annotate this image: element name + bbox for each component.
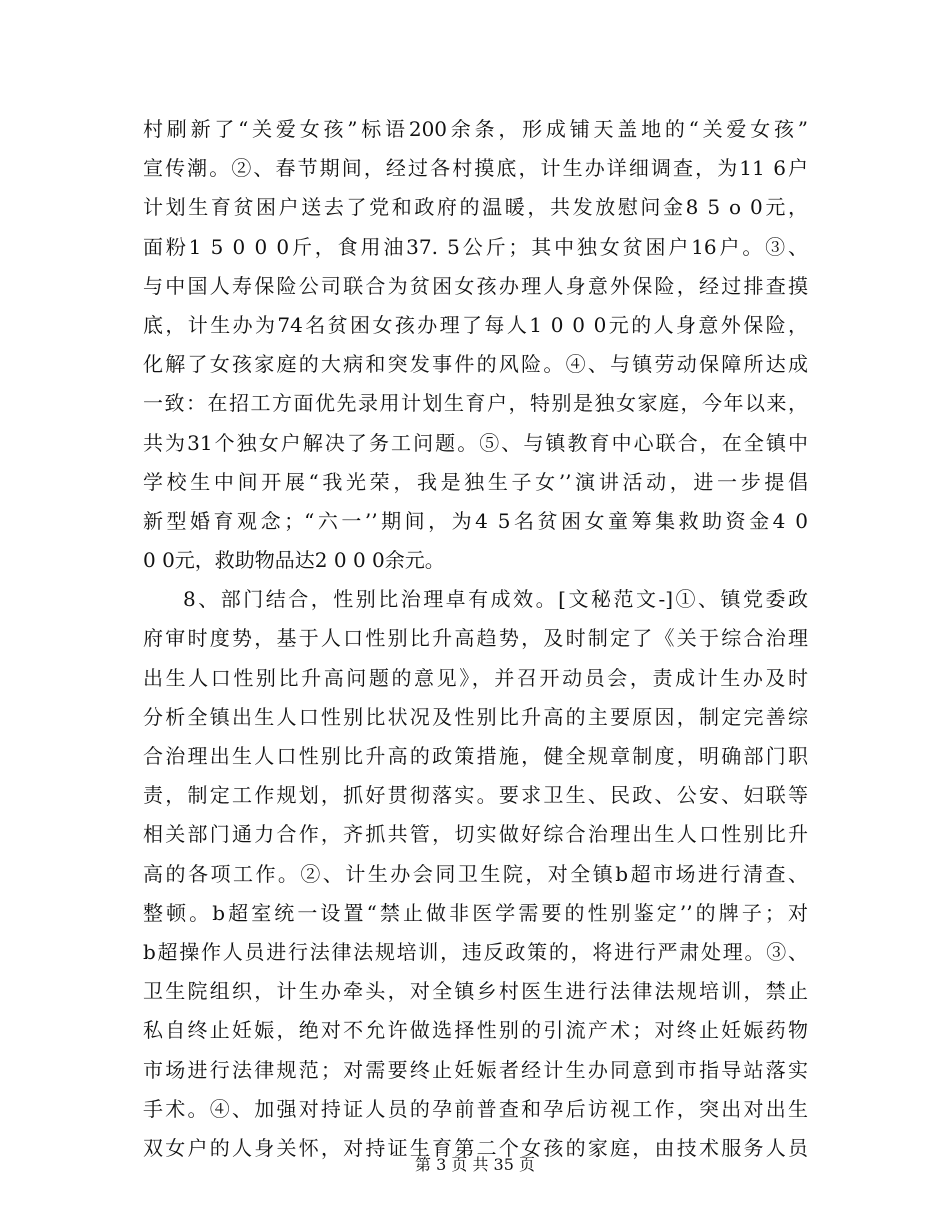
- text-line: 宣传潮。②、春节期间，经过各村摸底，计生办详细调查，为11 6户: [143, 156, 808, 181]
- text-line: 0 0元，救助物品达2 0 0 0余元。: [143, 548, 445, 573]
- text-line: 一致：在招工方面优先录用计划生育户，特别是独女家庭，今年以来，: [143, 391, 808, 416]
- text-line: 村刷新了“关爱女孩”标语200余条，形成铺天盖地的“关爱女孩”: [143, 117, 808, 141]
- page-footer: 第 3 页 共 35 页: [415, 1155, 535, 1174]
- text-line: 化解了女孩家庭的大病和突发事件的风险。④、与镇劳动保障所达成: [143, 352, 808, 377]
- text-line: 面粉1 5 0 0 0斤，食用油37. 5公斤；其中独女贫困户16户。③、: [143, 234, 808, 259]
- text-line: 共为31个独女户解决了务工问题。⑤、与镇教育中心联合，在全镇中: [143, 430, 808, 455]
- text-line: 整顿。b超室统一设置“禁止做非医学需要的性别鉴定’’的牌子；对: [143, 900, 808, 925]
- text-line: 双女户的人身关怀，对持证生育第二个女孩的家庭，由技术服务人员: [143, 1135, 808, 1160]
- text-line: 底，计生办为74名贫困女孩办理了每人1 0 0 0元的人身意外保险，: [143, 312, 808, 337]
- text-line: 责，制定工作规划，抓好贯彻落实。要求卫生、民政、公安、妇联等: [143, 783, 808, 808]
- paragraph-2: [143, 580, 808, 1168]
- text-line: 学校生中间开展“我光荣，我是独生子女’’演讲活动，进一步提倡: [143, 469, 808, 494]
- text-line: 卫生院组织，计生办牵头，对全镇乡村医生进行法律法规培训，禁止: [143, 979, 808, 1004]
- text-line: 合治理出生人口性别比升高的政策措施，健全规章制度，明确部门职: [143, 744, 808, 768]
- text-line: 出生人口性别比升高问题的意见》，并召开动员会，责成计生办及时: [143, 665, 808, 690]
- paragraph-1: [143, 110, 808, 580]
- text-line: 8、部门结合，性别比治理卓有成效。[文秘范文-]①、镇党委政: [183, 587, 808, 612]
- text-line: 计划生育贫困户送去了党和政府的温暖，共发放慰问金8 5 o 0元，: [143, 195, 808, 220]
- text-line: 新型婚育观念；“六一’’期间，为4 5名贫困女童筹集救助资金4 0: [143, 508, 808, 533]
- text-line: 分析全镇出生人口性别比状况及性别比升高的主要原因，制定完善综: [143, 704, 808, 729]
- text-line: 市场进行法律规范；对需要终止妊娠者经计生办同意到市指导站落实: [143, 1057, 808, 1082]
- text-line: 府审时度势，基于人口性别比升高趋势，及时制定了《关于综合治理: [143, 626, 808, 651]
- text-line: 相关部门通力合作，齐抓共管，切实做好综合治理出生人口性别比升: [143, 822, 808, 847]
- text-line: 手术。④、加强对持证人员的孕前普查和孕后访视工作，突出对出生: [143, 1096, 808, 1121]
- text-line: b超操作人员进行法律法规培训，违反政策的，将进行严肃处理。③、: [143, 939, 808, 964]
- text-line: 与中国人寿保险公司联合为贫困女孩办理人身意外保险，经过排查摸: [143, 273, 808, 298]
- text-line: 高的各项工作。②、计生办会同卫生院，对全镇b超市场进行清查、: [143, 861, 808, 886]
- document-body: [143, 110, 808, 1168]
- text-line: 私自终止妊娠，绝对不允许做选择性别的引流产术；对终止妊娠药物: [143, 1018, 808, 1043]
